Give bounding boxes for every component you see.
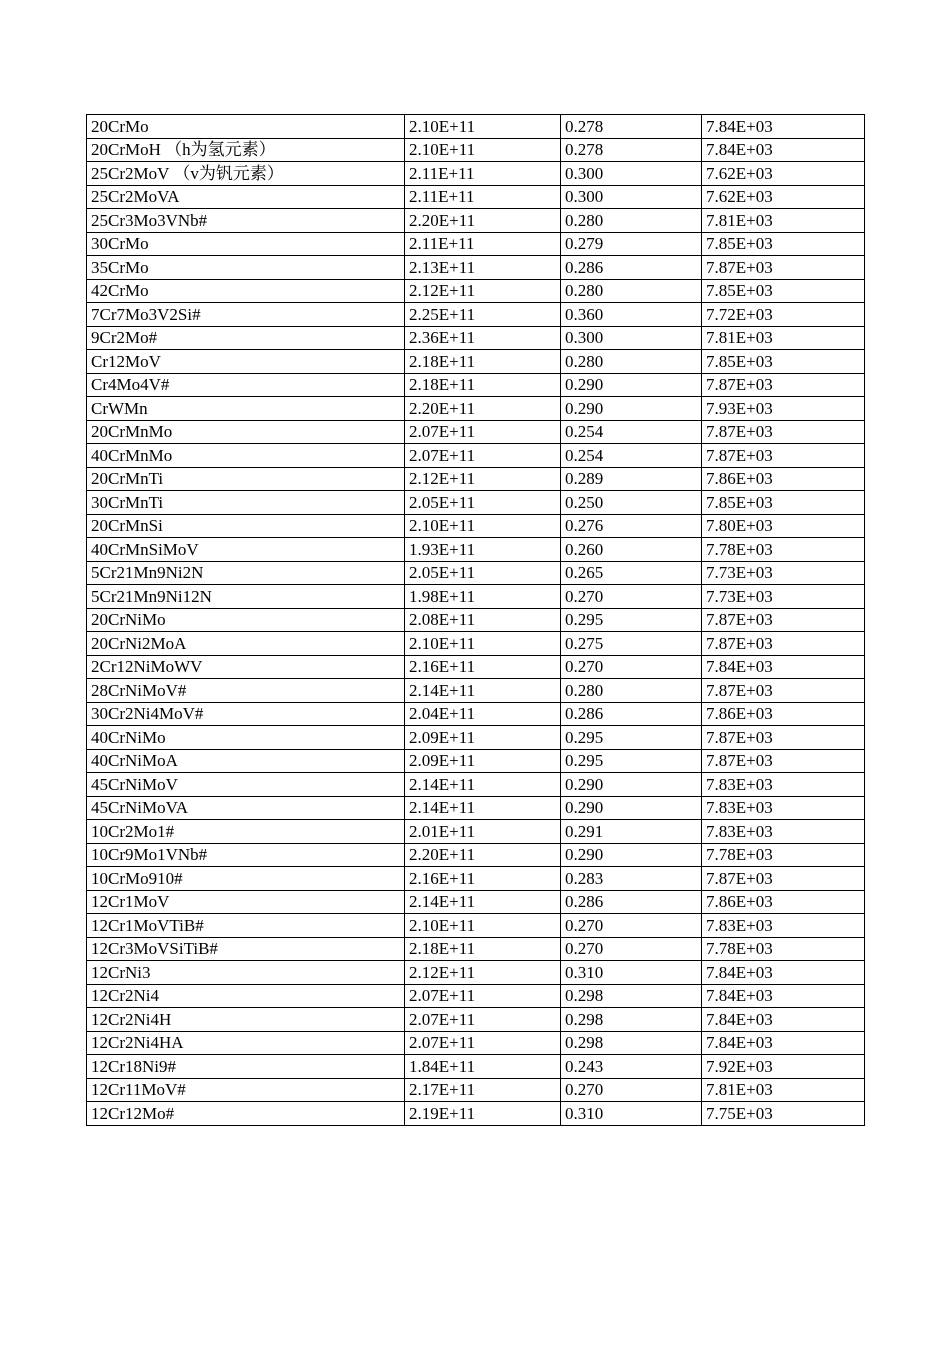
density-cell: 7.83E+03 (702, 820, 865, 844)
table-row (87, 115, 865, 139)
table-row (87, 303, 865, 327)
poisson-ratio-cell: 0.243 (561, 1055, 702, 1079)
table-row (87, 350, 865, 374)
table-body (87, 115, 865, 1126)
table-row (87, 279, 865, 303)
density-cell: 7.84E+03 (702, 138, 865, 162)
elastic-modulus-cell: 2.11E+11 (405, 232, 561, 256)
table-row (87, 1102, 865, 1126)
elastic-modulus-cell: 2.12E+11 (405, 961, 561, 985)
table-row (87, 491, 865, 515)
density-cell: 7.87E+03 (702, 420, 865, 444)
poisson-ratio-cell: 0.300 (561, 162, 702, 186)
material-grade-cell: 40CrMnMo (87, 444, 405, 468)
material-grade-cell: 5Cr21Mn9Ni2N (87, 561, 405, 585)
elastic-modulus-cell: 2.10E+11 (405, 914, 561, 938)
elastic-modulus-cell: 2.25E+11 (405, 303, 561, 327)
density-cell: 7.73E+03 (702, 561, 865, 585)
poisson-ratio-cell: 0.286 (561, 702, 702, 726)
material-properties-sheet (86, 114, 865, 1126)
density-cell: 7.81E+03 (702, 1078, 865, 1102)
poisson-ratio-cell: 0.310 (561, 961, 702, 985)
elastic-modulus-cell: 2.07E+11 (405, 984, 561, 1008)
table-row (87, 185, 865, 209)
table-row (87, 514, 865, 538)
density-cell: 7.85E+03 (702, 350, 865, 374)
density-cell: 7.81E+03 (702, 209, 865, 233)
elastic-modulus-cell: 2.10E+11 (405, 632, 561, 656)
table-row (87, 467, 865, 491)
poisson-ratio-cell: 0.298 (561, 984, 702, 1008)
density-cell: 7.78E+03 (702, 937, 865, 961)
density-cell: 7.80E+03 (702, 514, 865, 538)
density-cell: 7.78E+03 (702, 538, 865, 562)
table-row (87, 162, 865, 186)
elastic-modulus-cell: 2.18E+11 (405, 937, 561, 961)
poisson-ratio-cell: 0.290 (561, 773, 702, 797)
poisson-ratio-cell: 0.279 (561, 232, 702, 256)
density-cell: 7.75E+03 (702, 1102, 865, 1126)
elastic-modulus-cell: 2.17E+11 (405, 1078, 561, 1102)
material-grade-cell: 12CrNi3 (87, 961, 405, 985)
density-cell: 7.83E+03 (702, 914, 865, 938)
elastic-modulus-cell: 2.14E+11 (405, 773, 561, 797)
density-cell: 7.84E+03 (702, 961, 865, 985)
poisson-ratio-cell: 0.298 (561, 1031, 702, 1055)
material-grade-cell: Cr12MoV (87, 350, 405, 374)
material-grade-cell: 30CrMo (87, 232, 405, 256)
density-cell: 7.83E+03 (702, 796, 865, 820)
material-grade-cell: 25Cr3Mo3VNb# (87, 209, 405, 233)
material-grade-cell: 20CrNi2MoA (87, 632, 405, 656)
table-row (87, 444, 865, 468)
density-cell: 7.93E+03 (702, 397, 865, 421)
material-grade-cell: 12Cr3MoVSiTiB# (87, 937, 405, 961)
table-row (87, 632, 865, 656)
material-grade-cell: 10CrMo910# (87, 867, 405, 891)
density-cell: 7.87E+03 (702, 679, 865, 703)
table-row (87, 373, 865, 397)
elastic-modulus-cell: 2.18E+11 (405, 350, 561, 374)
density-cell: 7.73E+03 (702, 585, 865, 609)
density-cell: 7.85E+03 (702, 232, 865, 256)
material-grade-cell: 25Cr2MoVA (87, 185, 405, 209)
table-row (87, 397, 865, 421)
material-grade-cell: 20CrMnTi (87, 467, 405, 491)
density-cell: 7.86E+03 (702, 467, 865, 491)
poisson-ratio-cell: 0.290 (561, 843, 702, 867)
density-cell: 7.78E+03 (702, 843, 865, 867)
elastic-modulus-cell: 2.11E+11 (405, 185, 561, 209)
table-row (87, 749, 865, 773)
density-cell: 7.62E+03 (702, 162, 865, 186)
material-grade-cell: 12Cr18Ni9# (87, 1055, 405, 1079)
density-cell: 7.84E+03 (702, 655, 865, 679)
table-row (87, 232, 865, 256)
table-row (87, 890, 865, 914)
material-grade-cell: 20CrNiMo (87, 608, 405, 632)
poisson-ratio-cell: 0.290 (561, 373, 702, 397)
density-cell: 7.87E+03 (702, 726, 865, 750)
density-cell: 7.84E+03 (702, 1008, 865, 1032)
material-grade-cell: 12Cr1MoVTiB# (87, 914, 405, 938)
material-grade-cell: 40CrMnSiMoV (87, 538, 405, 562)
table-row (87, 773, 865, 797)
poisson-ratio-cell: 0.300 (561, 185, 702, 209)
table-row (87, 538, 865, 562)
material-grade-cell: 9Cr2Mo# (87, 326, 405, 350)
poisson-ratio-cell: 0.275 (561, 632, 702, 656)
material-grade-cell: 7Cr7Mo3V2Si# (87, 303, 405, 327)
elastic-modulus-cell: 2.11E+11 (405, 162, 561, 186)
material-grade-cell: 28CrNiMoV# (87, 679, 405, 703)
poisson-ratio-cell: 0.310 (561, 1102, 702, 1126)
table-row (87, 1031, 865, 1055)
material-grade-cell: 45CrNiMoVA (87, 796, 405, 820)
density-cell: 7.86E+03 (702, 890, 865, 914)
elastic-modulus-cell: 2.08E+11 (405, 608, 561, 632)
elastic-modulus-cell: 2.10E+11 (405, 138, 561, 162)
elastic-modulus-cell: 2.16E+11 (405, 655, 561, 679)
poisson-ratio-cell: 0.250 (561, 491, 702, 515)
table-row (87, 843, 865, 867)
material-grade-cell: 12Cr1MoV (87, 890, 405, 914)
density-cell: 7.83E+03 (702, 773, 865, 797)
poisson-ratio-cell: 0.270 (561, 914, 702, 938)
elastic-modulus-cell: 2.05E+11 (405, 491, 561, 515)
density-cell: 7.86E+03 (702, 702, 865, 726)
material-grade-cell: 30CrMnTi (87, 491, 405, 515)
material-grade-cell: 5Cr21Mn9Ni12N (87, 585, 405, 609)
density-cell: 7.87E+03 (702, 632, 865, 656)
table-row (87, 608, 865, 632)
poisson-ratio-cell: 0.360 (561, 303, 702, 327)
poisson-ratio-cell: 0.295 (561, 726, 702, 750)
poisson-ratio-cell: 0.270 (561, 937, 702, 961)
material-grade-cell: 2Cr12NiMoWV (87, 655, 405, 679)
poisson-ratio-cell: 0.280 (561, 279, 702, 303)
material-grade-cell: 20CrMoH （h为氢元素） (87, 138, 405, 162)
elastic-modulus-cell: 2.14E+11 (405, 679, 561, 703)
table-row (87, 1008, 865, 1032)
poisson-ratio-cell: 0.278 (561, 115, 702, 139)
elastic-modulus-cell: 2.16E+11 (405, 867, 561, 891)
material-properties-table (86, 114, 865, 1126)
poisson-ratio-cell: 0.280 (561, 350, 702, 374)
table-row (87, 138, 865, 162)
elastic-modulus-cell: 2.09E+11 (405, 749, 561, 773)
poisson-ratio-cell: 0.291 (561, 820, 702, 844)
material-grade-cell: 20CrMnMo (87, 420, 405, 444)
table-row (87, 820, 865, 844)
poisson-ratio-cell: 0.283 (561, 867, 702, 891)
poisson-ratio-cell: 0.280 (561, 209, 702, 233)
density-cell: 7.85E+03 (702, 279, 865, 303)
density-cell: 7.87E+03 (702, 444, 865, 468)
table-row (87, 726, 865, 750)
elastic-modulus-cell: 2.07E+11 (405, 1031, 561, 1055)
material-grade-cell: 42CrMo (87, 279, 405, 303)
table-row (87, 256, 865, 280)
poisson-ratio-cell: 0.278 (561, 138, 702, 162)
elastic-modulus-cell: 2.36E+11 (405, 326, 561, 350)
poisson-ratio-cell: 0.289 (561, 467, 702, 491)
material-grade-cell: Cr4Mo4V# (87, 373, 405, 397)
material-grade-cell: 40CrNiMoA (87, 749, 405, 773)
material-grade-cell: 35CrMo (87, 256, 405, 280)
poisson-ratio-cell: 0.254 (561, 420, 702, 444)
poisson-ratio-cell: 0.295 (561, 608, 702, 632)
density-cell: 7.72E+03 (702, 303, 865, 327)
table-row (87, 1078, 865, 1102)
table-row (87, 914, 865, 938)
poisson-ratio-cell: 0.290 (561, 397, 702, 421)
material-grade-cell: 30Cr2Ni4MoV# (87, 702, 405, 726)
material-grade-cell: 20CrMo (87, 115, 405, 139)
elastic-modulus-cell: 2.07E+11 (405, 1008, 561, 1032)
elastic-modulus-cell: 2.10E+11 (405, 115, 561, 139)
elastic-modulus-cell: 2.09E+11 (405, 726, 561, 750)
material-grade-cell: 12Cr2Ni4HA (87, 1031, 405, 1055)
material-grade-cell: 40CrNiMo (87, 726, 405, 750)
table-row (87, 679, 865, 703)
table-row (87, 655, 865, 679)
elastic-modulus-cell: 2.04E+11 (405, 702, 561, 726)
material-grade-cell: 12Cr2Ni4 (87, 984, 405, 1008)
elastic-modulus-cell: 2.18E+11 (405, 373, 561, 397)
poisson-ratio-cell: 0.270 (561, 1078, 702, 1102)
density-cell: 7.84E+03 (702, 1031, 865, 1055)
density-cell: 7.87E+03 (702, 256, 865, 280)
material-grade-cell: 10Cr2Mo1# (87, 820, 405, 844)
elastic-modulus-cell: 2.19E+11 (405, 1102, 561, 1126)
material-grade-cell: CrWMn (87, 397, 405, 421)
elastic-modulus-cell: 2.13E+11 (405, 256, 561, 280)
density-cell: 7.62E+03 (702, 185, 865, 209)
table-row (87, 702, 865, 726)
table-row (87, 796, 865, 820)
material-grade-cell: 12Cr12Mo# (87, 1102, 405, 1126)
elastic-modulus-cell: 1.98E+11 (405, 585, 561, 609)
table-row (87, 420, 865, 444)
poisson-ratio-cell: 0.300 (561, 326, 702, 350)
poisson-ratio-cell: 0.290 (561, 796, 702, 820)
poisson-ratio-cell: 0.295 (561, 749, 702, 773)
material-grade-cell: 10Cr9Mo1VNb# (87, 843, 405, 867)
elastic-modulus-cell: 2.20E+11 (405, 397, 561, 421)
poisson-ratio-cell: 0.280 (561, 679, 702, 703)
density-cell: 7.84E+03 (702, 984, 865, 1008)
material-grade-cell: 45CrNiMoV (87, 773, 405, 797)
elastic-modulus-cell: 2.01E+11 (405, 820, 561, 844)
table-row (87, 209, 865, 233)
elastic-modulus-cell: 2.14E+11 (405, 890, 561, 914)
table-row (87, 1055, 865, 1079)
material-grade-cell: 20CrMnSi (87, 514, 405, 538)
elastic-modulus-cell: 2.05E+11 (405, 561, 561, 585)
density-cell: 7.87E+03 (702, 749, 865, 773)
elastic-modulus-cell: 2.12E+11 (405, 467, 561, 491)
table-row (87, 984, 865, 1008)
table-row (87, 561, 865, 585)
material-grade-cell: 25Cr2MoV （v为钒元素） (87, 162, 405, 186)
poisson-ratio-cell: 0.265 (561, 561, 702, 585)
elastic-modulus-cell: 2.12E+11 (405, 279, 561, 303)
poisson-ratio-cell: 0.270 (561, 655, 702, 679)
poisson-ratio-cell: 0.286 (561, 890, 702, 914)
elastic-modulus-cell: 2.07E+11 (405, 420, 561, 444)
elastic-modulus-cell: 2.20E+11 (405, 209, 561, 233)
poisson-ratio-cell: 0.286 (561, 256, 702, 280)
table-row (87, 961, 865, 985)
table-row (87, 585, 865, 609)
elastic-modulus-cell: 2.10E+11 (405, 514, 561, 538)
density-cell: 7.87E+03 (702, 608, 865, 632)
elastic-modulus-cell: 2.07E+11 (405, 444, 561, 468)
density-cell: 7.81E+03 (702, 326, 865, 350)
density-cell: 7.84E+03 (702, 115, 865, 139)
table-row (87, 867, 865, 891)
density-cell: 7.92E+03 (702, 1055, 865, 1079)
density-cell: 7.85E+03 (702, 491, 865, 515)
table-row (87, 326, 865, 350)
poisson-ratio-cell: 0.254 (561, 444, 702, 468)
material-grade-cell: 12Cr2Ni4H (87, 1008, 405, 1032)
elastic-modulus-cell: 1.93E+11 (405, 538, 561, 562)
elastic-modulus-cell: 2.14E+11 (405, 796, 561, 820)
elastic-modulus-cell: 1.84E+11 (405, 1055, 561, 1079)
density-cell: 7.87E+03 (702, 867, 865, 891)
density-cell: 7.87E+03 (702, 373, 865, 397)
elastic-modulus-cell: 2.20E+11 (405, 843, 561, 867)
poisson-ratio-cell: 0.270 (561, 585, 702, 609)
material-grade-cell: 12Cr11MoV# (87, 1078, 405, 1102)
poisson-ratio-cell: 0.260 (561, 538, 702, 562)
poisson-ratio-cell: 0.298 (561, 1008, 702, 1032)
poisson-ratio-cell: 0.276 (561, 514, 702, 538)
table-row (87, 937, 865, 961)
